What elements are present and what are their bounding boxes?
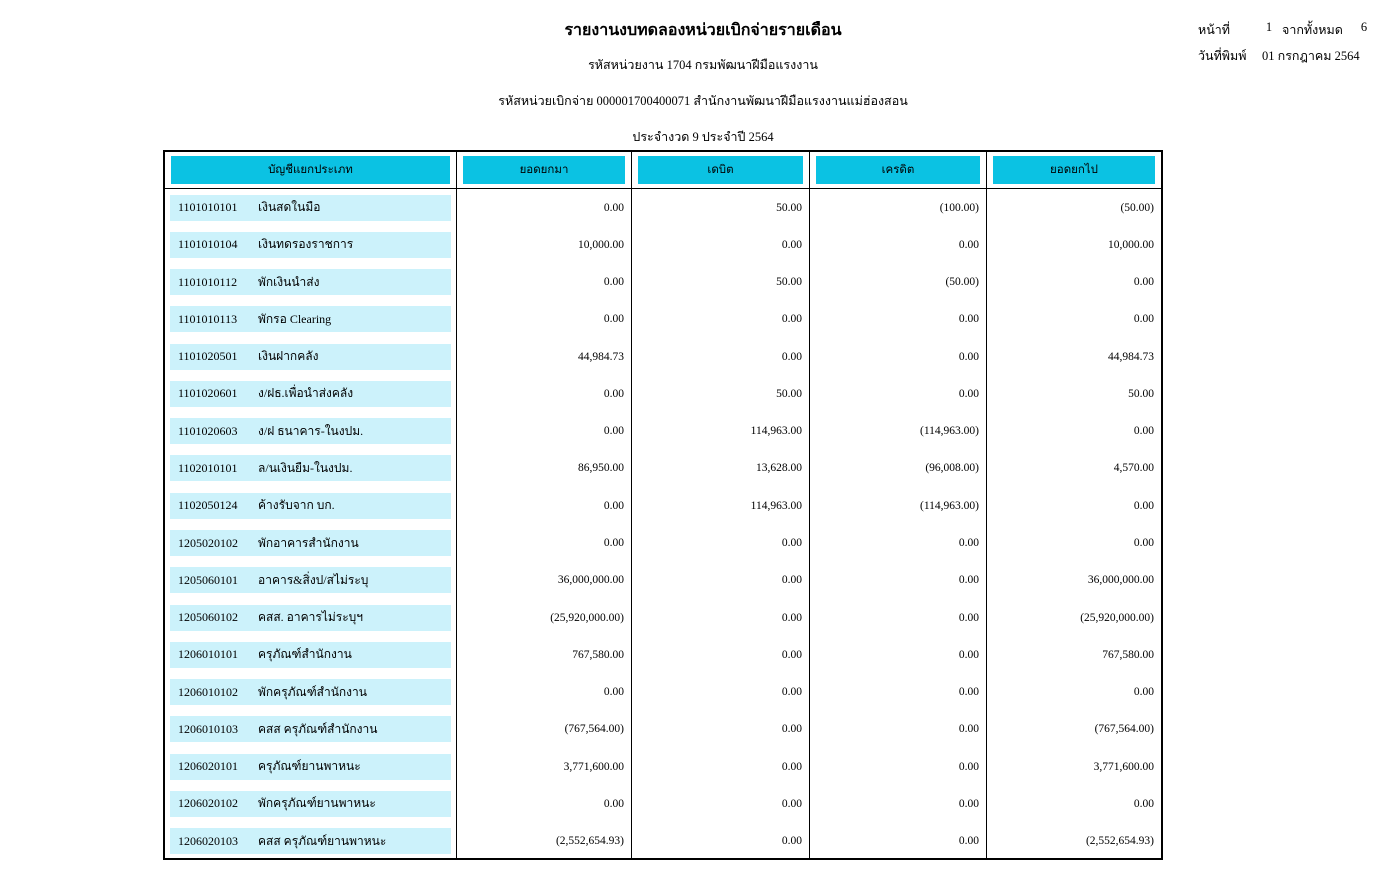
cell-brought-forward: 0.00 xyxy=(457,301,632,338)
cell-debit: 0.00 xyxy=(632,599,810,636)
account-code: 1101010113 xyxy=(178,311,238,326)
account-name: อาคาร&สิ่งป/สไม่ระบุ xyxy=(258,572,369,587)
table-row xyxy=(165,524,1161,561)
account-code: 1102050124 xyxy=(178,498,238,513)
cell-credit: 0.00 xyxy=(810,823,987,860)
cell-debit: 50.00 xyxy=(632,264,810,301)
cell-carried-forward: 0.00 xyxy=(1133,797,1154,810)
cell-brought-forward: 0.00 xyxy=(457,673,632,710)
header-cell-debit xyxy=(632,152,810,188)
cell-debit: 13,628.00 xyxy=(632,450,810,487)
cell-debit: 0.00 xyxy=(632,562,810,599)
cell-brought-forward: (767,564.00) xyxy=(457,711,632,748)
header-cell-account xyxy=(165,152,457,188)
account-code: 1206020101 xyxy=(178,759,238,774)
cell-credit: 0.00 xyxy=(810,524,987,561)
account-strip xyxy=(170,791,451,817)
page-label: หน้าที่ xyxy=(1198,23,1231,37)
account-name: คสส ครุภัณฑ์ยานพาหนะ xyxy=(258,833,387,848)
account-code: 1205060101 xyxy=(178,572,238,587)
cell-credit: 0.00 xyxy=(810,226,987,263)
cell-debit: 0.00 xyxy=(632,524,810,561)
account-cell xyxy=(165,599,457,636)
account-code: 1101020601 xyxy=(178,386,238,401)
account-strip xyxy=(170,828,451,854)
trial-balance-table xyxy=(163,150,1163,860)
page-info xyxy=(1198,20,1378,72)
print-date-row xyxy=(1198,46,1378,66)
account-strip xyxy=(170,679,451,705)
account-strip xyxy=(170,493,451,519)
cell-credit: (114,963.00) xyxy=(810,413,987,450)
cell-carried-forward: 0.00 xyxy=(1133,425,1154,438)
table-row xyxy=(165,301,1161,338)
account-name: เงินฝากคลัง xyxy=(258,349,319,364)
cell-credit: 0.00 xyxy=(810,562,987,599)
cell-carried-forward: (50.00) xyxy=(1120,201,1154,214)
cell-brought-forward: 0.00 xyxy=(457,375,632,412)
account-code: 1205060102 xyxy=(178,610,238,625)
cell-carried-forward: 0.00 xyxy=(1133,276,1154,289)
cell-credit: 0.00 xyxy=(810,748,987,785)
cell-brought-forward: 0.00 xyxy=(457,264,632,301)
cell-carried-forward: 50.00 xyxy=(1128,387,1154,400)
account-cell xyxy=(165,636,457,673)
cell-carried-forward: 767,580.00 xyxy=(1102,648,1154,661)
cell-brought-forward: 0.00 xyxy=(457,524,632,561)
cell-carried-forward: 36,000,000.00 xyxy=(1087,574,1154,587)
cell-credit: (96,008.00) xyxy=(810,450,987,487)
cell-debit: 50.00 xyxy=(632,375,810,412)
table-row xyxy=(165,450,1161,487)
cell-debit: 0.00 xyxy=(632,823,810,860)
account-strip xyxy=(170,567,451,593)
cell-carried-forward: 0.00 xyxy=(1133,313,1154,326)
account-strip xyxy=(170,754,451,780)
account-cell xyxy=(165,524,457,561)
table-row xyxy=(165,226,1161,263)
header-cell-carried-forward xyxy=(987,152,1161,188)
account-code: 1101020603 xyxy=(178,423,238,438)
account-name: ล/นเงินยืม-ในงปม. xyxy=(258,460,353,475)
header-cell-credit xyxy=(810,152,987,188)
account-name: พักรอ Clearing xyxy=(258,311,332,326)
cell-brought-forward: 0.00 xyxy=(457,413,632,450)
print-date-value: 01 กรกฎาคม 2564 xyxy=(1262,49,1360,63)
cell-brought-forward: 0.00 xyxy=(457,487,632,524)
cell-carried-forward: 0.00 xyxy=(1133,537,1154,550)
table-row xyxy=(165,338,1161,375)
cell-carried-forward: 4,570.00 xyxy=(1113,462,1154,475)
cell-brought-forward: 767,580.00 xyxy=(457,636,632,673)
account-cell xyxy=(165,226,457,263)
account-name: ครุภัณฑ์ยานพาหนะ xyxy=(258,759,361,774)
cell-brought-forward: 36,000,000.00 xyxy=(457,562,632,599)
table-row xyxy=(165,785,1161,822)
cell-credit: 0.00 xyxy=(810,301,987,338)
account-strip xyxy=(170,269,451,295)
account-cell xyxy=(165,301,457,338)
account-name: คสส ครุภัณฑ์สำนักงาน xyxy=(258,721,378,736)
table-row xyxy=(165,375,1161,412)
cell-credit: 0.00 xyxy=(810,785,987,822)
table-body xyxy=(165,189,1161,860)
account-cell xyxy=(165,673,457,710)
account-code: 1206020103 xyxy=(178,833,238,848)
cell-brought-forward: (25,920,000.00) xyxy=(457,599,632,636)
table-row xyxy=(165,264,1161,301)
total-pages: 6 xyxy=(1360,20,1368,34)
agency-code-line: รหัสหน่วยงาน 1704 กรมพัฒนาฝีมือแรงงาน xyxy=(588,58,818,72)
cell-carried-forward: (767,564.00) xyxy=(1094,723,1154,736)
table-header-row xyxy=(165,152,1161,189)
page-number-row xyxy=(1198,20,1378,40)
cell-debit: 0.00 xyxy=(632,636,810,673)
cell-debit: 0.00 xyxy=(632,748,810,785)
cell-debit: 0.00 xyxy=(632,711,810,748)
header-label-account: บัญชีแยกประเภท xyxy=(171,156,450,184)
account-code: 1206010103 xyxy=(178,721,238,736)
cell-brought-forward: 0.00 xyxy=(457,189,632,226)
cell-debit: 0.00 xyxy=(632,785,810,822)
account-cell xyxy=(165,338,457,375)
account-code: 1101010101 xyxy=(178,200,238,215)
table-row xyxy=(165,189,1161,226)
table-row xyxy=(165,413,1161,450)
account-code: 1206010102 xyxy=(178,684,238,699)
table-row xyxy=(165,673,1161,710)
cell-carried-forward: 3,771,600.00 xyxy=(1093,760,1154,773)
cell-debit: 0.00 xyxy=(632,226,810,263)
table-row xyxy=(165,599,1161,636)
account-name: ง/ฝ ธนาคาร-ในงปม. xyxy=(258,423,364,438)
account-strip xyxy=(170,605,451,631)
cell-brought-forward: 3,771,600.00 xyxy=(457,748,632,785)
account-strip xyxy=(170,530,451,556)
cell-brought-forward: 86,950.00 xyxy=(457,450,632,487)
cell-brought-forward: (2,552,654.93) xyxy=(457,823,632,860)
cell-brought-forward: 44,984.73 xyxy=(457,338,632,375)
cell-carried-forward: 0.00 xyxy=(1133,499,1154,512)
cell-debit: 114,963.00 xyxy=(632,413,810,450)
account-cell xyxy=(165,823,457,860)
table-row xyxy=(165,487,1161,524)
account-strip xyxy=(170,195,451,221)
cell-debit: 0.00 xyxy=(632,338,810,375)
account-name: ครุภัณฑ์สำนักงาน xyxy=(258,647,352,662)
account-code: 1206020102 xyxy=(178,796,238,811)
table-row xyxy=(165,823,1161,860)
account-cell xyxy=(165,413,457,450)
account-name: ค้างรับจาก บก. xyxy=(258,498,335,513)
report-header xyxy=(363,18,1043,163)
cell-credit: 0.00 xyxy=(810,338,987,375)
period-line: ประจำงวด 9 ประจำปี 2564 xyxy=(632,130,774,144)
account-code: 1101020501 xyxy=(178,349,238,364)
account-strip xyxy=(170,232,451,258)
account-cell xyxy=(165,748,457,785)
account-name: เงินสดในมือ xyxy=(258,200,321,215)
table-row xyxy=(165,636,1161,673)
table-row xyxy=(165,748,1161,785)
cell-debit: 50.00 xyxy=(632,189,810,226)
account-cell xyxy=(165,375,457,412)
account-name: ง/ฝธ.เพื่อนำส่งคลัง xyxy=(258,386,354,401)
header-cell-brought-forward xyxy=(457,152,632,188)
account-strip xyxy=(170,455,451,481)
cell-carried-forward: (2,552,654.93) xyxy=(1085,835,1154,848)
account-strip xyxy=(170,381,451,407)
table-row xyxy=(165,711,1161,748)
account-strip xyxy=(170,418,451,444)
cell-credit: 0.00 xyxy=(810,599,987,636)
cell-credit: (100.00) xyxy=(810,189,987,226)
account-cell xyxy=(165,189,457,226)
report-title: รายงานงบทดลองหน่วยเบิกจ่ายรายเดือน xyxy=(564,22,842,39)
account-cell xyxy=(165,450,457,487)
cell-carried-forward: (25,920,000.00) xyxy=(1080,611,1154,624)
cell-brought-forward: 0.00 xyxy=(457,785,632,822)
account-name: พักครุภัณฑ์ยานพาหนะ xyxy=(258,796,376,811)
account-cell xyxy=(165,785,457,822)
print-date-label: วันที่พิมพ์ xyxy=(1198,49,1247,63)
cell-debit: 0.00 xyxy=(632,301,810,338)
account-name: คสส. อาคารไม่ระบุฯ xyxy=(258,610,364,625)
page-number: 1 xyxy=(1265,20,1273,34)
account-cell xyxy=(165,711,457,748)
cell-brought-forward: 10,000.00 xyxy=(457,226,632,263)
account-strip xyxy=(170,306,451,332)
total-pages-label: จากทั้งหมด xyxy=(1282,23,1343,37)
account-name: เงินทดรองราชการ xyxy=(258,237,354,252)
cell-credit: 0.00 xyxy=(810,711,987,748)
header-label-carried-forward: ยอดยกไป xyxy=(993,156,1155,184)
cell-carried-forward: 0.00 xyxy=(1133,686,1154,699)
cell-debit: 0.00 xyxy=(632,673,810,710)
cell-credit: 0.00 xyxy=(810,636,987,673)
header-label-debit: เดบิต xyxy=(638,156,803,184)
cell-carried-forward: 10,000.00 xyxy=(1108,238,1154,251)
account-cell xyxy=(165,487,457,524)
account-name: พักเงินนำส่ง xyxy=(258,274,320,289)
account-cell xyxy=(165,562,457,599)
account-code: 1101010112 xyxy=(178,274,238,289)
disbursing-unit-line: รหัสหน่วยเบิกจ่าย 000001700400071 สำนักงานพัฒนาฝีมือแรงงานแม่ฮ่องสอน xyxy=(498,94,908,108)
account-code: 1206010101 xyxy=(178,647,238,662)
account-code: 1102010101 xyxy=(178,460,238,475)
account-code: 1101010104 xyxy=(178,237,238,252)
account-name: พักครุภัณฑ์สำนักงาน xyxy=(258,684,367,699)
account-strip xyxy=(170,716,451,742)
account-code: 1205020102 xyxy=(178,535,238,550)
account-name: พักอาคารสำนักงาน xyxy=(258,535,359,550)
cell-debit: 114,963.00 xyxy=(632,487,810,524)
table-row xyxy=(165,562,1161,599)
header-label-brought-forward: ยอดยกมา xyxy=(463,156,625,184)
header-label-credit: เครดิต xyxy=(816,156,980,184)
cell-credit: 0.00 xyxy=(810,375,987,412)
account-cell xyxy=(165,264,457,301)
account-strip xyxy=(170,344,451,370)
cell-carried-forward: 44,984.73 xyxy=(1108,350,1154,363)
account-strip xyxy=(170,642,451,668)
cell-credit: (50.00) xyxy=(810,264,987,301)
cell-credit: 0.00 xyxy=(810,673,987,710)
cell-credit: (114,963.00) xyxy=(810,487,987,524)
